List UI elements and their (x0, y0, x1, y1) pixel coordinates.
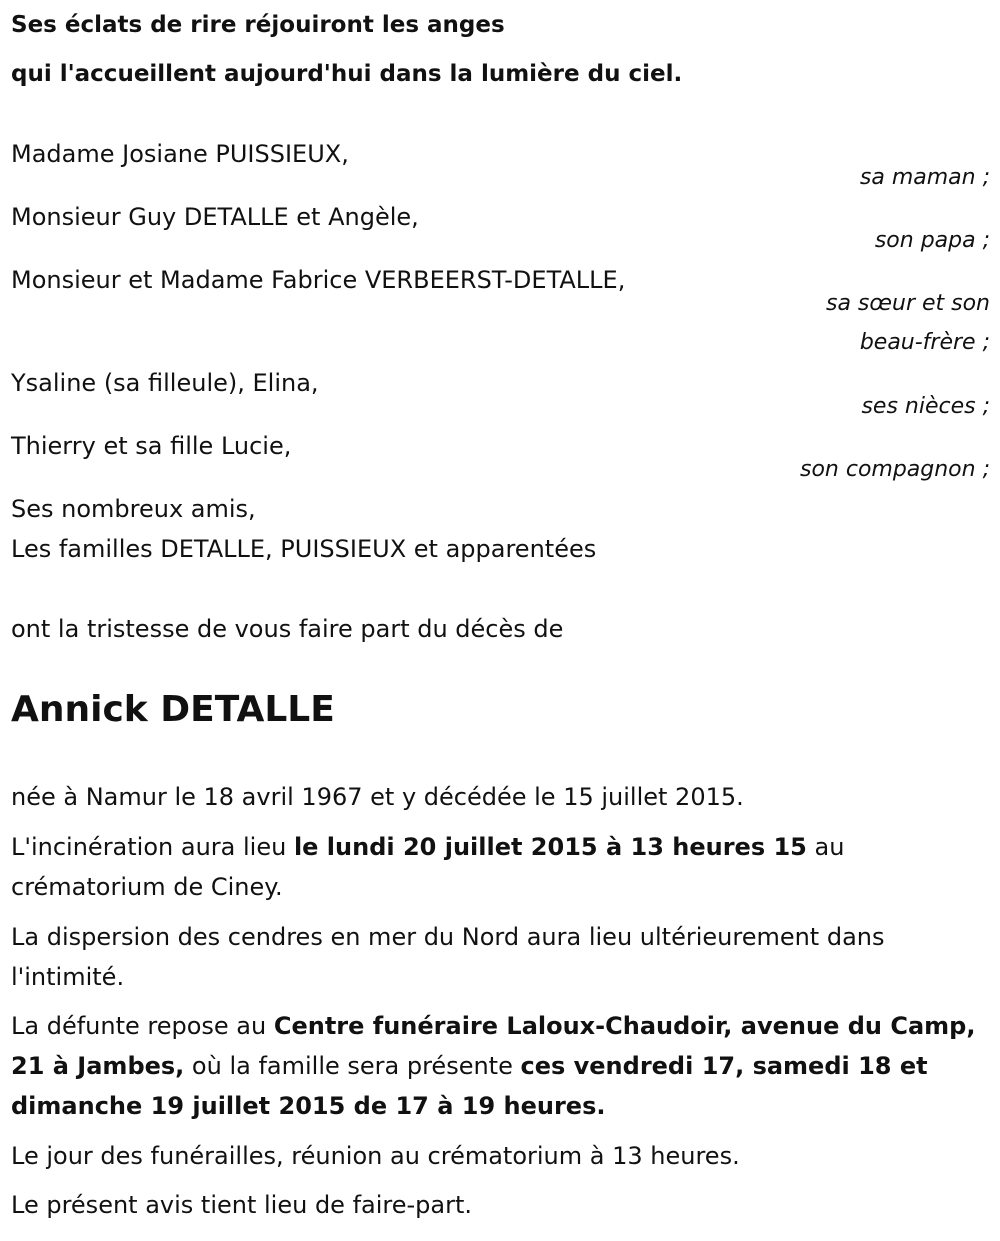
cremation-paragraph (11, 827, 989, 907)
epigraph-line-2: qui l'accueillent aujourd'hui dans la lumière du ciel. (11, 61, 683, 87)
cremation-date: le lundi 20 juillet 2015 à 13 heures 15 (293, 833, 807, 861)
viewing-dates: ces vendredi 17, samedi 18 et dimanche 19 juillet 2015 de 17 à 19 heures. (11, 1052, 928, 1120)
notice-paragraph: Le présent avis tient lieu de faire-part. (11, 1191, 473, 1219)
viewing-place: Centre funéraire Laloux-Chaudoir, avenue du Camp, 21 à Jambes, (11, 1012, 976, 1080)
dispersion-paragraph: La dispersion des cendres en mer du Nord aura lieu ultérieurement dans l'intimité. (11, 923, 885, 991)
viewing-paragraph (11, 1006, 989, 1126)
relation-mother: sa maman ; (859, 165, 990, 190)
relation-partner: son compagnon ; (799, 457, 990, 482)
announcement-text: ont la tristesse de vous faire part du décès de (11, 615, 564, 643)
family-member-partner: Thierry et sa fille Lucie, (11, 432, 292, 460)
cremation-prefix: L'incinération aura lieu (11, 833, 294, 861)
relation-nieces: ses nièces ; (861, 394, 990, 419)
deceased-name: Annick DETALLE (11, 689, 335, 730)
meeting-paragraph: Le jour des funérailles, réunion au crématorium à 13 heures. (11, 1142, 740, 1170)
family-member-father: Monsieur Guy DETALLE et Angèle, (11, 203, 419, 231)
viewing-middle: où la famille sera présente (184, 1052, 521, 1080)
cremation-suffix: au crématorium de Ciney. (11, 833, 845, 901)
relation-father: son papa ; (874, 228, 990, 253)
friends-line: Ses nombreux amis, (11, 495, 256, 523)
relation-sister-line-1: sa sœur et son (825, 291, 990, 316)
epigraph-line-1: Ses éclats de rire réjouiront les anges (11, 12, 505, 38)
viewing-prefix: La défunte repose au (11, 1012, 274, 1040)
birth-death-paragraph: née à Namur le 18 avril 1967 et y décédée le 15 juillet 2015. (11, 783, 744, 811)
families-line: Les familles DETALLE, PUISSIEUX et apparentées (11, 535, 597, 563)
relation-sister-line-2: beau-frère ; (859, 330, 990, 355)
family-member-nieces: Ysaline (sa filleule), Elina, (11, 369, 319, 397)
family-member-sister: Monsieur et Madame Fabrice VERBEERST-DETALLE, (11, 266, 626, 294)
family-member-mother: Madame Josiane PUISSIEUX, (11, 140, 349, 168)
